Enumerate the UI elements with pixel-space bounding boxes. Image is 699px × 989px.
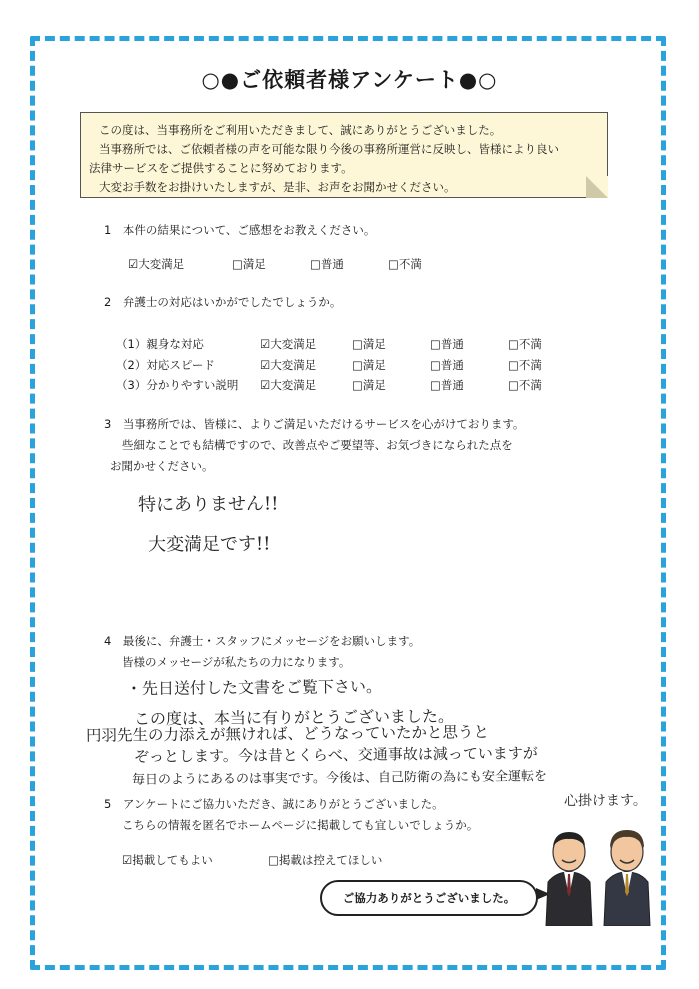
- q4-handwritten-answer: この度は、本当に有りがとうございました。: [133, 706, 455, 729]
- question-4-line: 皆様のメッセージが私たちの力になります。: [122, 655, 351, 669]
- q5-option-ok-to-publish[interactable]: ☑掲載してもよい: [122, 853, 213, 867]
- q3-handwritten-answer: 大変満足です!!: [147, 533, 271, 556]
- question-4: 4 最後に、弁護士・スタッフにメッセージをお願いします。: [104, 634, 421, 648]
- q2-row3-dissatisfied[interactable]: □不満: [508, 378, 542, 392]
- question-3-line: 些細なことでも結構ですので、改善点やご要望等、お気づきになられた点を: [122, 438, 513, 452]
- question-5-line: こちらの情報を匿名でホームページに掲載しても宜しいでしょうか。: [122, 818, 479, 832]
- intro-line: 当事務所では、ご依頼者様の声を可能な限り今後の事務所運営に反映し、皆様により良い: [99, 142, 559, 156]
- intro-line: 法律サービスをご提供することに努めております。: [89, 161, 353, 175]
- page-title: ○●ご依頼者様アンケート●○: [201, 68, 498, 92]
- q2-row-label: （3）分かりやすい説明: [116, 378, 239, 392]
- q1-option-normal[interactable]: □普通: [310, 257, 344, 271]
- q1-option-very-satisfied[interactable]: ☑大変満足: [128, 257, 185, 271]
- q2-row2-very-satisfied[interactable]: ☑大変満足: [260, 358, 317, 372]
- q4-handwritten-answer: ・先日送付した文書をご覧下さい。: [125, 676, 383, 699]
- intro-line: この度は、当事務所をご利用いただきまして、誠にありがとうございました。: [99, 123, 502, 137]
- q3-handwritten-answer: 特にありません!!: [137, 493, 279, 516]
- q1-option-satisfied[interactable]: □満足: [232, 257, 266, 271]
- q2-row1-very-satisfied[interactable]: ☑大変満足: [260, 337, 317, 351]
- intro-line: 大変お手数をお掛けいたしますが、是非、お声をお聞かせください。: [99, 180, 456, 194]
- q5-option-do-not-publish[interactable]: □掲載は控えてほしい: [268, 853, 383, 867]
- lawyer-illustration-left: [540, 826, 598, 926]
- q4-handwritten-answer: 円羽先生の力添えが無ければ、どうなっていたかと思うと: [85, 723, 490, 745]
- lawyer-illustration-right: [598, 826, 656, 926]
- q2-row3-normal[interactable]: □普通: [430, 378, 464, 392]
- q4-handwritten-answer: ぞっとします。今は昔とくらべ、交通事故は減っていますが: [133, 744, 538, 766]
- q4-handwritten-answer: 毎日のようにあるのは事実です。今後は、自己防衛の為にも安全運転を: [131, 769, 548, 788]
- intro-box: [80, 112, 608, 198]
- q1-option-dissatisfied[interactable]: □不満: [388, 257, 422, 271]
- question-3: 3 当事務所では、皆様に、よりご満足いただけるサービスを心がけております。: [104, 417, 525, 431]
- q4-handwritten-answer: 心掛けます。: [563, 792, 647, 810]
- thanks-text: ご協力ありがとうございました。: [342, 891, 516, 905]
- q2-row1-normal[interactable]: □普通: [430, 337, 464, 351]
- q2-row2-normal[interactable]: □普通: [430, 358, 464, 372]
- q2-row2-dissatisfied[interactable]: □不満: [508, 358, 542, 372]
- thanks-speech-bubble: [320, 880, 538, 916]
- question-2: 2 弁護士の対応はいかがでしたでしょうか。: [104, 295, 342, 309]
- q2-row3-very-satisfied[interactable]: ☑大変満足: [260, 378, 317, 392]
- q2-row1-satisfied[interactable]: □満足: [352, 337, 386, 351]
- question-1: 1 本件の結果について、ご感想をお教えください。: [104, 223, 376, 237]
- question-3-line: お聞かせください。: [110, 459, 214, 473]
- q2-row2-satisfied[interactable]: □満足: [352, 358, 386, 372]
- page-fold-decoration: [586, 176, 608, 198]
- q2-row-label: （1）親身な対応: [116, 337, 204, 351]
- q2-row1-dissatisfied[interactable]: □不満: [508, 337, 542, 351]
- q2-row-label: （2）対応スピード: [116, 358, 215, 372]
- q2-row3-satisfied[interactable]: □満足: [352, 378, 386, 392]
- question-5: 5 アンケートにご協力いただき、誠にありがとうございました。: [104, 797, 444, 811]
